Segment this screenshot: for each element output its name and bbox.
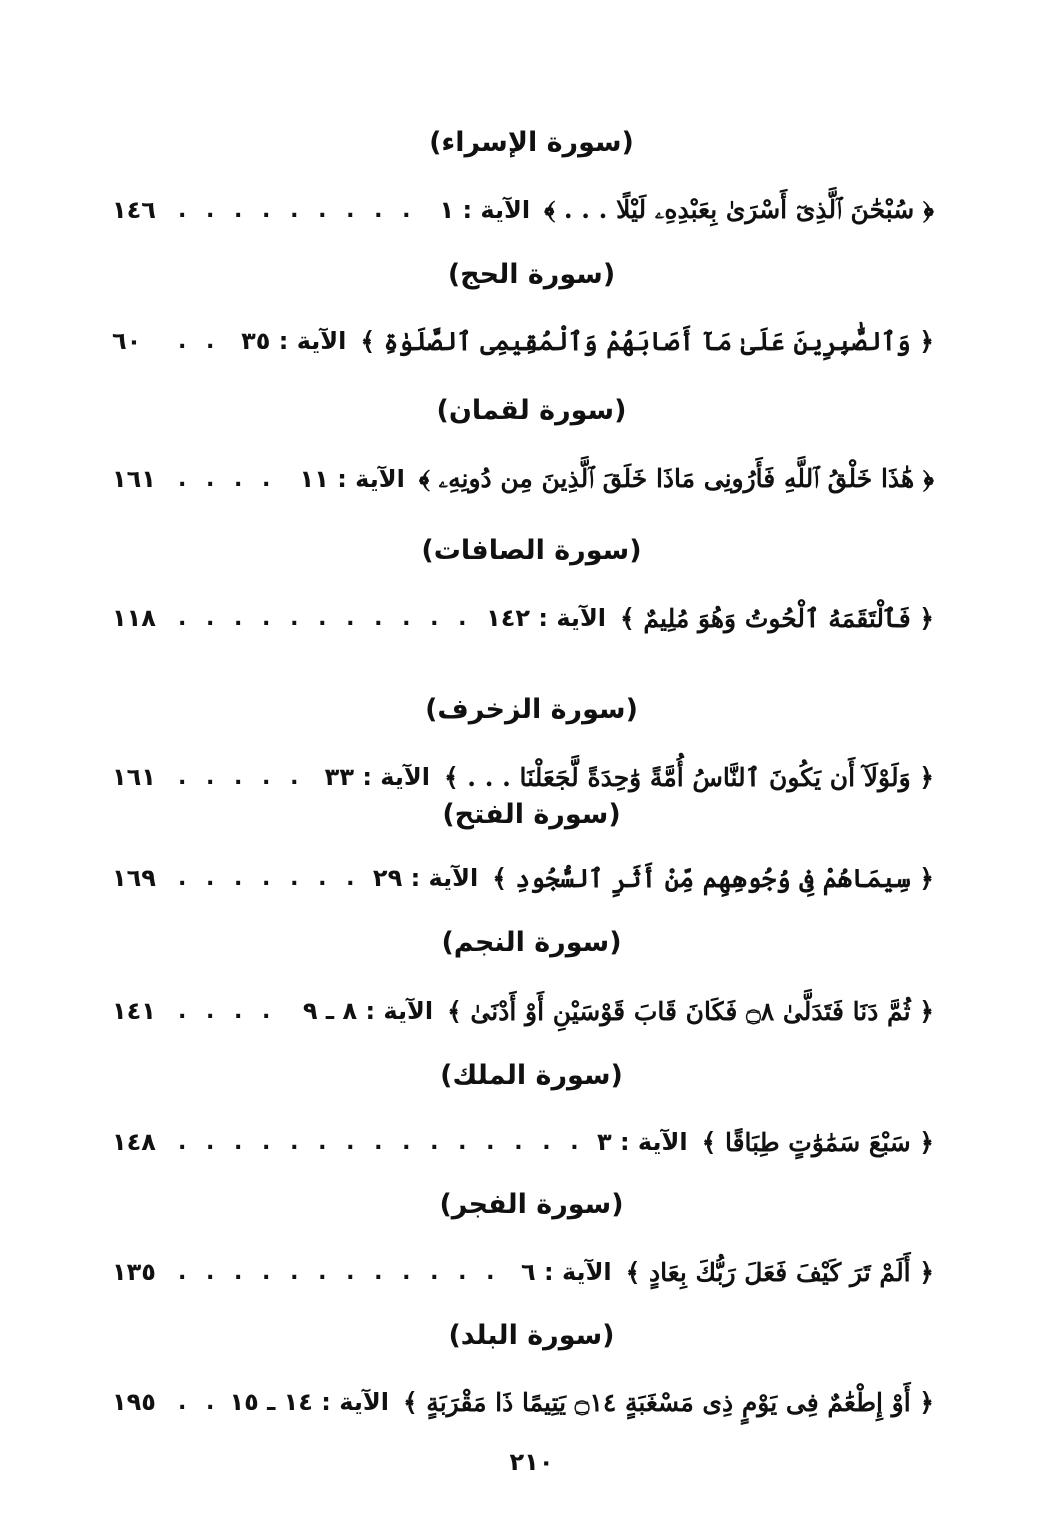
ayah-ref: الآية : ٢٩ [372,864,479,892]
verse-text: ﴿ وَلَوْلَآ أَن يَكُونَ ٱلنَّاسُ أُمَّةً وَٰحِدَةً لَّجَعَلْنَا . . . ﴾ [443,762,934,792]
ayah-ref: الآية : ١٤٢ [486,604,607,632]
surah-heading: (سورة لقمان) [436,395,627,426]
verse-text: ﴿ أَلَمْ تَرَ كَيْفَ فَعَلَ رَبُّكَ بِعَادٍ ﴾ [625,1257,934,1287]
page-ref: ٦٠ [112,327,142,355]
page-ref: ١٤١ [112,997,156,1025]
verse-entry [112,989,934,1033]
surah-heading: (سورة الإسراء) [429,127,634,158]
page-ref: ١٤٦ [112,196,156,224]
ayah-ref: الآية : ١٤ ـ ١٥ [229,1388,389,1416]
verse-entry [112,1380,934,1424]
surah-heading: (سورة الحج) [447,259,616,290]
verse-entry [112,188,934,232]
dot-leader [178,1130,583,1155]
surah-heading: (سورة الفتح) [442,799,621,830]
verse-text: ﴿ أَوْ إِطْعَٰمٌ فِى يَوْمٍ ذِى مَسْغَبَةٍ ۝١٤ يَتِيمًا ذَا مَقْرَبَةٍ ﴾ [402,1387,934,1417]
verse-entry [112,596,934,640]
verse-text: ﴿ سِيمَاهُمْ فِى وُجُوهِهِم مِّنْ أَثَرِ ٱلسُّجُودِ ﴾ [492,863,934,893]
page-ref: ١٦١ [112,763,156,791]
page-ref: ١٩٥ [112,1388,156,1416]
page-ref: ١٤٨ [112,1128,156,1156]
page-number: ٢١٠ [509,1448,554,1476]
dot-leader [178,606,472,631]
verse-entry [112,1120,934,1164]
surah-heading: (سورة الزخرف) [425,694,638,725]
surah-heading: (سورة الفجر) [439,1189,624,1220]
dot-leader [178,329,227,354]
page-ref: ١٦١ [112,465,156,493]
ayah-ref: الآية : ٦ [521,1258,612,1286]
verse-entry [112,755,934,799]
dot-leader [178,467,286,492]
surah-heading: (سورة البلد) [448,1320,615,1351]
dot-leader [178,866,359,891]
surah-heading: (سورة النجم) [441,927,622,958]
dot-leader [178,999,289,1024]
ayah-ref: الآية : ٨ ـ ٩ [302,997,434,1025]
verse-text: ﴿ سُبْحَٰنَ ٱلَّذِىٓ أَسْرَىٰ بِعَبْدِهِۦ لَيْلًا . . . ﴾ [544,195,934,224]
page-ref: ١١٨ [112,604,156,632]
ayah-ref: الآية : ٣ [596,1128,688,1156]
page-ref: ١٦٩ [112,864,156,892]
verse-entry [112,1250,934,1294]
surah-heading: (سورة الملك) [440,1060,623,1091]
dot-leader [178,198,425,223]
verse-entry [112,856,934,900]
surah-heading: (سورة الصافات) [421,535,642,566]
page-ref: ١٣٥ [112,1258,156,1286]
verse-text: ﴿ هَٰذَا خَلْقُ ٱللَّهِ فَأَرُونِى مَاذَا خَلَقَ ٱلَّذِينَ مِن دُونِهِۦ ﴾ [418,464,934,493]
dot-leader [178,1260,507,1285]
ayah-ref: الآية : ١١ [299,465,405,493]
ayah-ref: الآية : ٣٣ [324,763,430,791]
ayah-ref: الآية : ٣٥ [241,327,347,355]
verse-entry [112,457,934,501]
ayah-ref: الآية : ١ [439,196,531,224]
verse-text: ﴿ فَٱلْتَقَمَهُ ٱلْحُوتُ وَهُوَ مُلِيمٌ ﴾ [620,603,934,633]
verse-text: ﴿ ثُمَّ دَنَا فَتَدَلَّىٰ ۝٨ فَكَانَ قَابَ قَوْسَيْنِ أَوْ أَدْنَىٰ ﴾ [447,996,934,1026]
verse-text: ﴿ سَبْعَ سَمَٰوَٰتٍ طِبَاقًا ﴾ [701,1127,934,1157]
dot-leader [178,1390,215,1415]
dot-leader [178,765,311,790]
verse-entry [112,319,934,363]
verse-text: ﴿ وَٱلصَّٰبِرِينَ عَلَىٰ مَآ أَصَابَهُمْ وَٱلْمُقِيمِى ٱلصَّلَوٰةِ ﴾ [360,326,934,356]
